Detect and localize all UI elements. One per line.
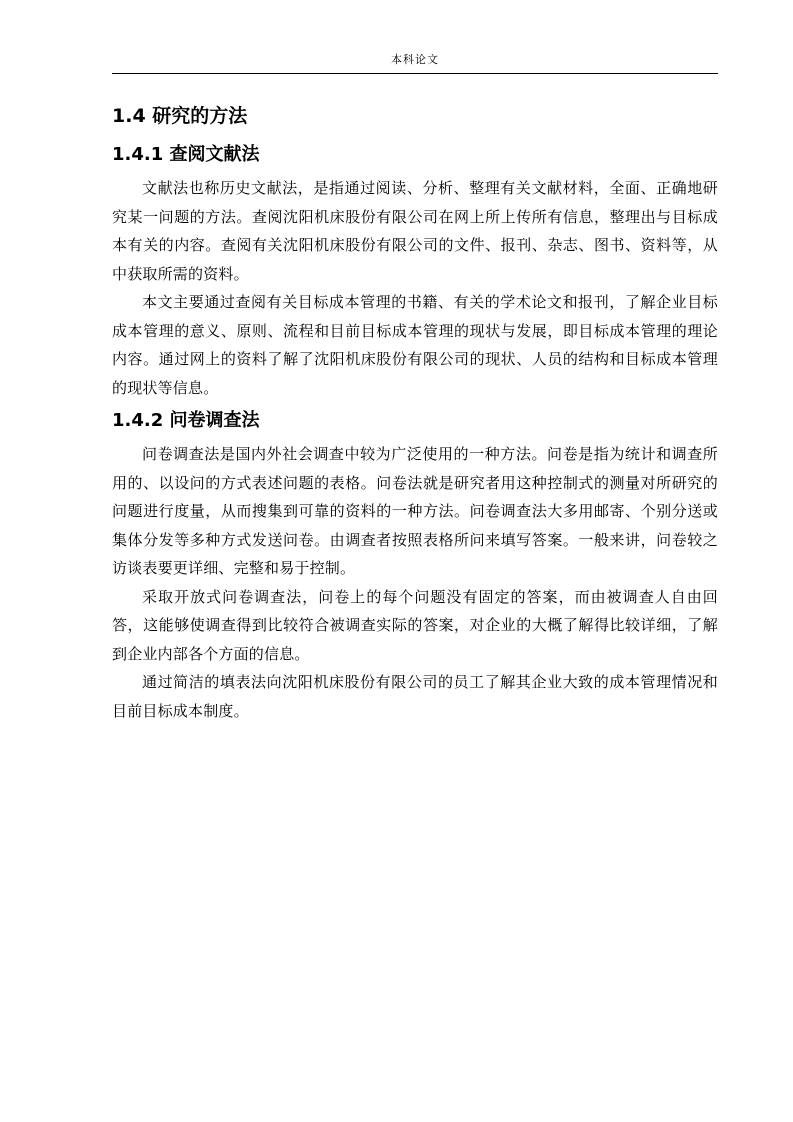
paragraph: 文献法也称历史文献法，是指通过阅读、分析、整理有关文献材料，全面、正确地研究某一问题的方法。查阅沈阳机床股份有限公司在网上所上传所有信息，整理出与目标成本有关的内容。查阅有关沈阳机床股份有限公司的文件、报刊、杂志、图书、资料等，从中获取所需的资料。: [112, 179, 718, 283]
paragraph: 通过简洁的填表法向沈阳机床股份有限公司的员工了解其企业大致的成本管理情况和目前目标成本制度。: [112, 673, 718, 720]
paragraph: 本文主要通过查阅有关目标成本管理的书籍、有关的学术论文和报刊，了解企业目标成本管理的意义、原则、流程和目前目标成本管理的现状与发展，即目标成本管理的理论内容。通过网上的资料了解了沈阳机床股份有限公司的现状、人员的结构和目标成本管理的现状等信息。: [112, 293, 718, 397]
running-header: 本科论文: [391, 53, 439, 66]
main-content: [112, 98, 718, 725]
paragraph: 问卷调查法是国内外社会调查中较为广泛使用的一种方法。问卷是指为统计和调查所用的、以设问的方式表述问题的表格。问卷法就是研究者用这种控制式的测量对所研究的问题进行度量，从而搜集到可靠的资料的一种方法。问卷调查法大多用邮寄、个别分送或集体分发等多种方式发送问卷。由调查者按照表格所问来填写答案。一般来讲，问卷较之访谈表要更详细、完整和易于控制。: [112, 445, 718, 577]
subsection-heading-literature: 1.4.1 查阅文献法: [112, 144, 260, 165]
header-rule: [112, 73, 718, 74]
paragraph: 采取开放式问卷调查法，问卷上的每个问题没有固定的答案，而由被调查人自由回答，这能够使调查得到比较符合被调查实际的答案，对企业的大概了解得比较详细，了解到企业内部各个方面的信息。: [112, 587, 718, 663]
section-heading: 1.4 研究的方法: [112, 105, 248, 127]
subsection-heading-questionnaire: 1.4.2 问卷调查法: [112, 410, 260, 431]
